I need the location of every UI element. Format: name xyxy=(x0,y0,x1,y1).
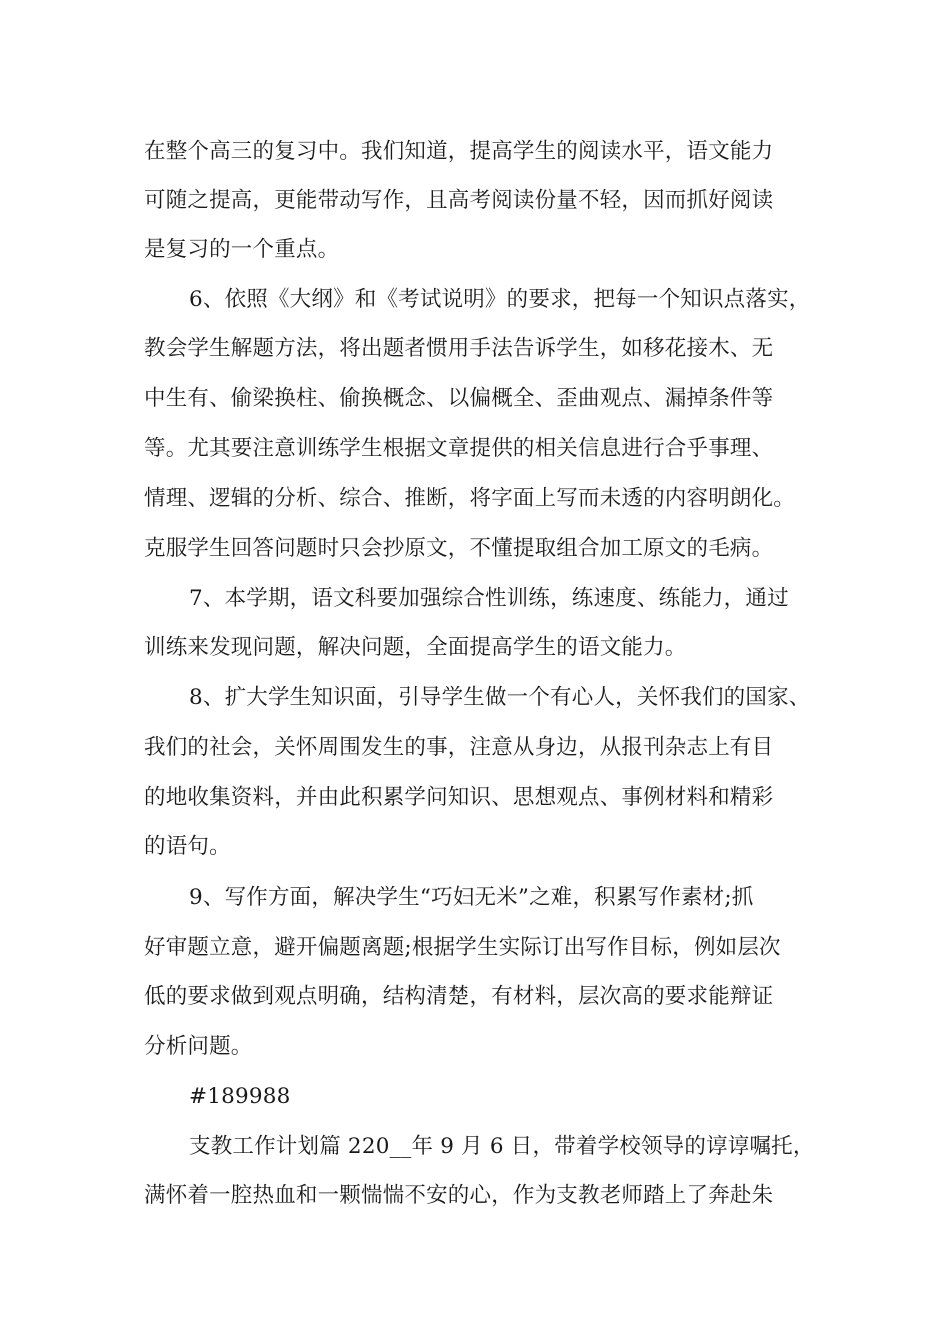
text-line: 中生有、偷梁换柱、偷换概念、以偏概全、歪曲观点、漏掉条件等 xyxy=(144,386,774,411)
text-line: 是复习的一个重点。 xyxy=(144,237,340,262)
text-line: 等。尤其要注意训练学生根据文章提供的相关信息进行合乎事理、 xyxy=(144,436,774,461)
text-line: 可随之提高，更能带动写作，且高考阅读份量不轻，因而抓好阅读 xyxy=(144,188,774,213)
text-line: 训练来发现问题，解决问题，全面提高学生的语文能力。 xyxy=(144,635,687,660)
text-line: 我们的社会，关怀周围发生的事，注意从身边，从报刊杂志上有目 xyxy=(144,735,774,760)
text-line: 教会学生解题方法，将出题者惯用手法告诉学生，如移花接木、无 xyxy=(144,336,774,361)
document-id: #189988 xyxy=(189,1084,291,1109)
text-line: 低的要求做到观点明确，结构清楚，有材料，层次高的要求能辩证 xyxy=(144,984,774,1009)
section-start: 支教工作计划篇 220__年 9 月 6 日，带着学校领导的谆谆嘱托， xyxy=(189,1134,815,1159)
text-line: 情理、逻辑的分析、综合、推断，将字面上写而未透的内容明朗化。 xyxy=(144,486,796,511)
paragraph-8-start: 8、扩大学生知识面，引导学生做一个有心人，关怀我们的国家、 xyxy=(189,685,811,710)
text-line: 满怀着一腔热血和一颗惴惴不安的心，作为支教老师踏上了奔赴朱 xyxy=(144,1183,774,1208)
paragraph-9-start: 9、写作方面，解决学生“巧妇无米”之难，积累写作素材;抓 xyxy=(189,885,754,910)
text-line: 在整个高三的复习中。我们知道，提高学生的阅读水平，语文能力 xyxy=(144,139,774,164)
paragraph-7-start: 7、本学期，语文科要加强综合性训练，练速度、练能力，通过 xyxy=(189,586,789,611)
text-line: 好审题立意，避开偏题离题;根据学生实际订出写作目标，例如层次 xyxy=(144,935,781,960)
text-line: 的语句。 xyxy=(144,834,231,859)
text-line: 分析问题。 xyxy=(144,1034,253,1059)
paragraph-6-start: 6、依照《大纲》和《考试说明》的要求，把每一个知识点落实， xyxy=(189,287,811,312)
text-line: 克服学生回答问题时只会抄原文，不懂提取组合加工原文的毛病。 xyxy=(144,536,774,561)
text-line: 的地收集资料，并由此积累学问知识、思想观点、事例材料和精彩 xyxy=(144,785,774,810)
